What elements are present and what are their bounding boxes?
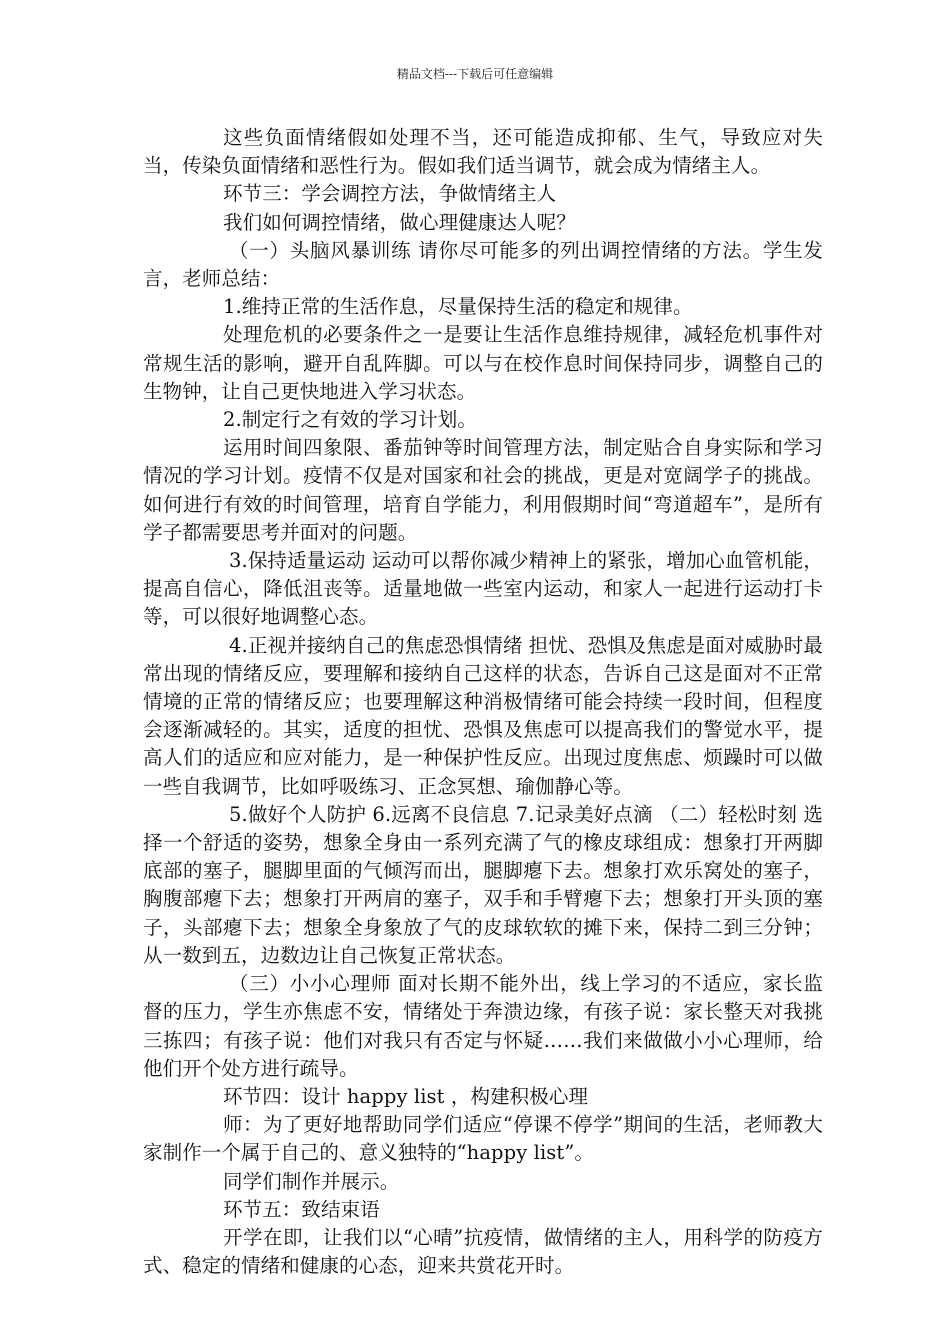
list-item-2: 2.制定行之有效的学习计划。 (223, 408, 478, 432)
paragraph-little-psychologist: （三）小小心理师 面对长期不能外出，线上学习的不适应，家长监督的压力，学生亦焦虑不安，情绪处于奔溃边缘，有孩子说：家长整天对我挑三拣四；有孩子说：他们对我只有否定与怀疑……我们来做做小小心理师，给他们开个处方进行疏导。 (143, 972, 823, 1080)
paragraph-brainstorm: （一）头脑风暴训练 请你尽可能多的列出调控情绪的方法。学生发言，老师总结： (143, 238, 823, 291)
list-item-3: 3.保持适量运动 运动可以帮你减少精神上的紧张，增加心血管机能，提高自信心，降低沮丧等。适量地做一些室内运动，和家人一起进行运动打卡等，可以很好地调整心态。 (143, 549, 823, 629)
section-heading-5: 环节五：致结束语 (223, 1197, 380, 1221)
paragraph-routine: 处理危机的必要条件之一是要让生活作息维持规律，减轻危机事件对常规生活的影响，避开自乱阵脚。可以与在校作息时间保持同步，调整自己的生物钟，让自己更快地进入学习状态。 (143, 323, 823, 403)
paragraph-study-plan: 运用时间四象限、番茄钟等时间管理方法，制定贴合自身实际和学习情况的学习计划。疫情不仅是对国家和社会的挑战，更是对宽阔学子的挑战。如何进行有效的时间管理，培育自学能力，利用假期时间“弯道超车”，是所有学子都需要思考并面对的问题。 (143, 436, 823, 544)
paragraph-negative-emotions: 这些负面情绪假如处理不当，还可能造成抑郁、生气，导致应对失当，传染负面情绪和恶性行为。假如我们适当调节，就会成为情绪主人。 (143, 126, 823, 178)
list-item-5-7-relax: 5.做好个人防护 6.远离不良信息 7.记录美好点滴 （二）轻松时刻 选择一个舒适的姿势，想象全身由一系列充满了气的橡皮球组成：想象打开两脚底部的塞子，腿脚里面的气倾泻而出，腿脚瘪下去。想象打欢乐窝处的塞子，胸腹部瘪下去；想象打开两肩的塞子，双手和手臂瘪下去；想象打开头顶的塞子，头部瘪下去；想象全身象放了气的皮球软软的摊下来，保持二到三分钟；从一数到五，边数边让自己恢复正常状态。 (143, 802, 823, 967)
section-heading-4: 环节四：设计 happy list ，构建积极心理 (223, 1084, 589, 1108)
section-heading-3: 环节三：学会调控方法，争做情绪主人 (223, 182, 557, 206)
list-item-1: 1.维持正常的生活作息，尽量保持生活的稳定和规律。 (223, 295, 693, 319)
document-body (143, 124, 823, 1280)
paragraph-closing: 开学在即，让我们以“心晴”抗疫情，做情绪的主人，用科学的防疫方式、稳定的情绪和健康的心态，迎来共赏花开时。 (143, 1225, 823, 1278)
list-item-4: 4.正视并接纳自己的焦虑恐惧情绪 担忧、恐惧及焦虑是面对威胁时最常出现的情绪反应，要理解和接纳自己这样的状态，告诉自己这是面对不正常情境的正常的情绪反应；也要理解这种消极情绪可能会持续一段时间，但程度会逐渐减轻的。其实，适度的担忧、恐惧及焦虑可以提高我们的警觉水平，提高人们的适应和应对能力，是一种保护性反应。出现过度焦虑、烦躁时可以做一些自我调节，比如呼吸练习、正念冥想、瑜伽静心等。 (143, 633, 823, 798)
paragraph-students-make: 同学们制作并展示。 (223, 1169, 400, 1193)
paragraph-question: 我们如何调控情绪，做心理健康达人呢？ (223, 210, 576, 234)
page-header: 精品文档---下载后可任意编辑 (396, 67, 554, 81)
paragraph-happy-list: 师：为了更好地帮助同学们适应“停课不停学”期间的生活，老师教大家制作一个属于自己的、意义独特的“happy list”。 (143, 1113, 823, 1165)
